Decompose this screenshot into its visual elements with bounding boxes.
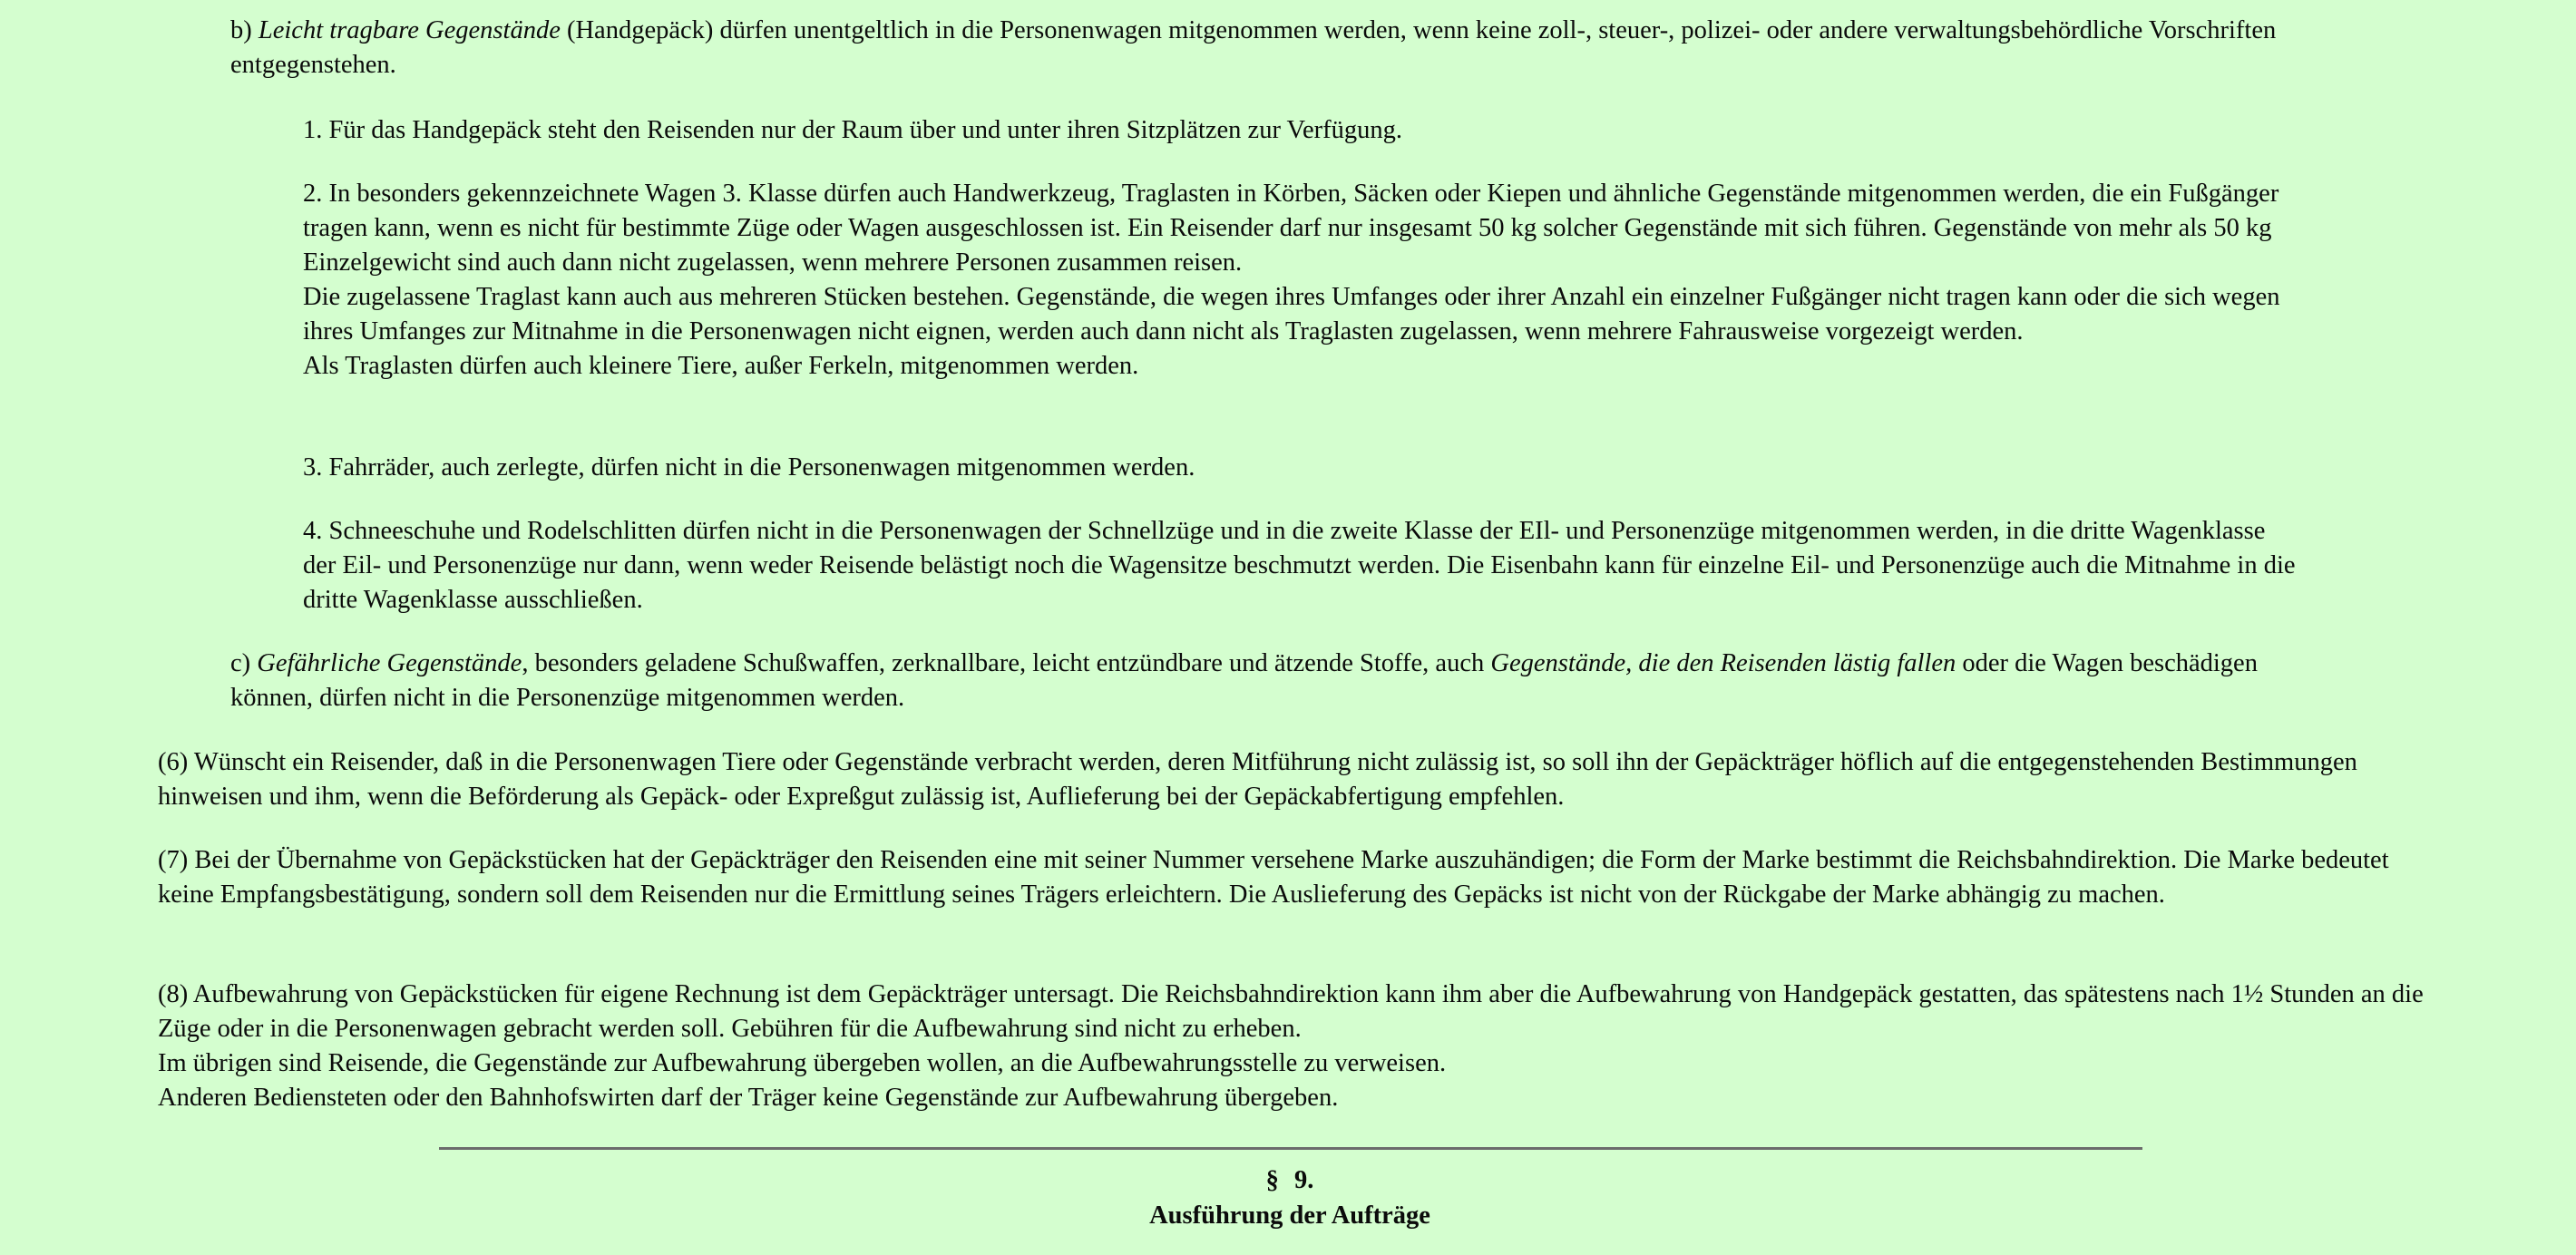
paragraph-6-line-1: (6) Wünscht ein Reisender, daß in die Personenwagen Tiere oder Gegenstände verbracht werden, deren Mitführung nicht zulässig ist, so soll ihn der Gepäckträger höflich auf die entgegenstehenden Bestimmungen hinweisen und ihm, wenn die Beförderung als Gepäck- oder Expreßgut zulässig ist, Auflieferung bei der Gepäckabfertigung empfehlen. — [158, 748, 2357, 811]
list-item-4 — [303, 514, 2298, 618]
clause-b-text: (Handgepäck) dürfen unentgeltlich in die Personenwagen mitgenommen werden, wenn keine zoll-, steuer-, polizei- oder andere verwaltungsbehördliche Vorschriften entgegenstehen. — [230, 16, 2277, 79]
clause-c — [230, 647, 2335, 715]
paragraph-8-line-3: Anderen Bediensteten oder den Bahnhofswirten darf der Träger keine Gegenstände zur Aufbewahrung übergeben. — [158, 1084, 1339, 1112]
clause-c-emphasis-2: Gegenstände, die den Reisenden lästig fallen — [1490, 649, 1956, 677]
list-item-2-line-1: 2. In besonders gekennzeichnete Wagen 3. Klasse dürfen auch Handwerkzeug, Traglasten in Körben, Säcken oder Kiepen und ähnliche Gegenstände mitgenommen werden, die ein Fußgänger tragen kann, wenn es nicht für bestimmte Züge oder Wagen ausgeschlossen ist. Ein Reisender darf nur insgesamt 50 kg solcher Gegenstände mit sich führen. Gegenstände von mehr als 50 kg Einzelgewicht sind auch dann nicht zugelassen, wenn mehrere Personen zusammen reisen. — [303, 180, 2279, 277]
paragraph-7 — [158, 843, 2444, 912]
clause-b-emphasis: Leicht tragbare Gegenstände — [258, 16, 561, 44]
list-item-1-line-1: 1. Für das Handgepäck steht den Reisenden nur der Raum über und unter ihren Sitzplätzen zur Verfügung. — [303, 116, 1402, 144]
list-item-2-line-2: Die zugelassene Traglast kann auch aus mehreren Stücken bestehen. Gegenstände, die wegen ihres Umfanges oder ihrer Anzahl ein einzelner Fußgänger nicht tragen kann oder die sich wegen ihres Umfanges zur Mitnahme in die Personenwagen nicht eignen, werden auch dann nicht als Traglasten zugelassen, wenn mehrere Fahrausweise vorgezeigt werden. — [303, 283, 2280, 345]
list-item-4-line-1: 4. Schneeschuhe und Rodelschlitten dürfen nicht in die Personenwagen der Schnellzüge und in die zweite Klasse der EIl- und Personenzüge mitgenommen werden, in die dritte Wagenklasse der Eil- und Personenzüge nur dann, wenn weder Reisende belästigt noch die Wagensitze beschmutzt werden. Die Eisenbahn kann für einzelne Eil- und Personenzüge auch die Mitnahme in die dritte Wagenklasse ausschließen. — [303, 517, 2296, 614]
list-item-1 — [303, 113, 2298, 148]
section-divider — [439, 1147, 2142, 1150]
clause-c-text-1: , besonders geladene Schußwaffen, zerknallbare, leicht entzündbare und ätzende Stoffe, auch — [522, 649, 1491, 677]
clause-b — [230, 14, 2444, 83]
list-item-3 — [303, 451, 2298, 485]
paragraph-8-line-2: Im übrigen sind Reisende, die Gegenstände zur Aufbewahrung übergeben wollen, an die Aufbewahrungsstelle zu verweisen. — [158, 1049, 1447, 1077]
paragraph-6 — [158, 745, 2444, 814]
section-number: § 9. — [1265, 1166, 1314, 1194]
paragraph-7-line-1: (7) Bei der Übernahme von Gepäckstücken hat der Gepäckträger den Reisenden eine mit seiner Nummer versehene Marke auszuhändigen; die Form der Marke bestimmt die Reichsbahndirektion. Die Marke bedeutet keine Empfangsbestätigung, sondern soll dem Reisenden nur die Ermittlung seines Trägers erleichtern. Die Auslieferung des Gepäcks ist nicht von der Rückgabe der Marke abhängig zu machen. — [158, 846, 2389, 909]
list-item-3-line-1: 3. Fahrräder, auch zerlegte, dürfen nicht in die Personenwagen mitgenommen werden. — [303, 453, 1195, 482]
clause-b-prefix: b) — [230, 16, 259, 44]
paragraph-8-line-1: (8) Aufbewahrung von Gepäckstücken für eigene Rechnung ist dem Gepäckträger untersagt. Die Reichsbahndirektion kann ihm aber die Aufbewahrung von Handgepäck gestatten, das spätestens nach 1½ Stunden an die Züge oder in die Personenwagen gebracht werden soll. Gebühren für die Aufbewahrung sind nicht zu erheben. — [158, 980, 2424, 1043]
list-item-2 — [303, 177, 2298, 384]
clause-c-emphasis-1: Gefährliche Gegenstände — [257, 649, 522, 677]
paragraph-8 — [158, 978, 2444, 1115]
clause-c-prefix: c) — [230, 649, 258, 677]
clause-c-text-2: oder die Wagen beschädigen können, dürfen nicht in die Personenzüge mitgenommen werden. — [230, 649, 2258, 712]
section-title: Ausführung der Aufträge — [1149, 1201, 1430, 1230]
list-item-2-line-3: Als Traglasten dürfen auch kleinere Tiere, außer Ferkeln, mitgenommen werden. — [303, 352, 1139, 380]
